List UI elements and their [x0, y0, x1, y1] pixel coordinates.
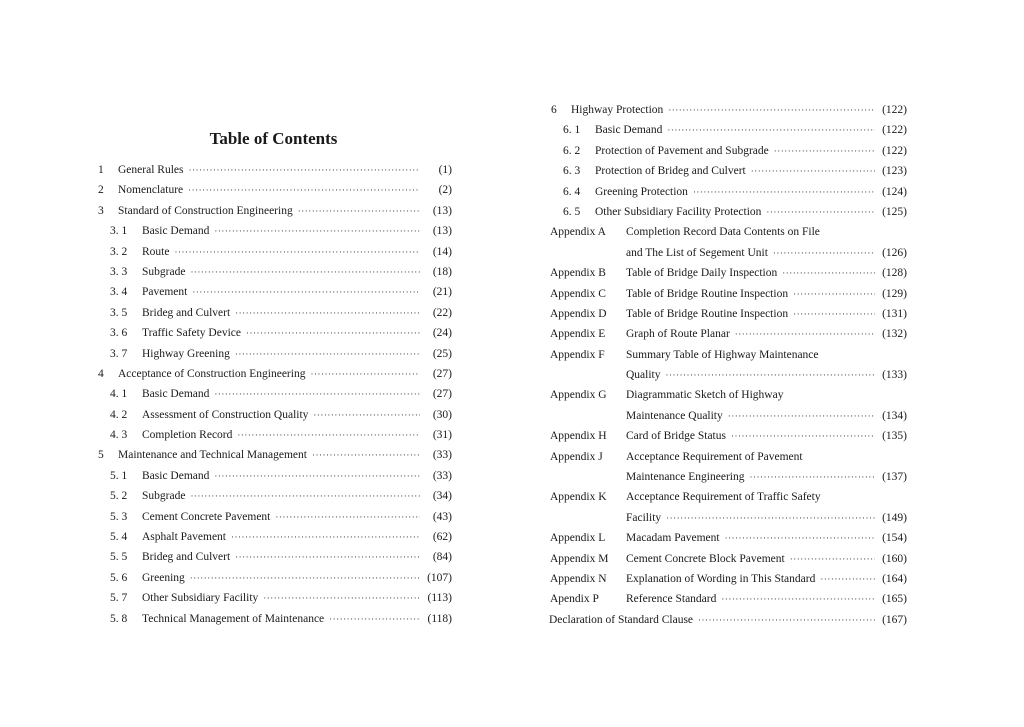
appendix-page: (135) — [882, 430, 907, 443]
toc-entry-page: (107) — [427, 571, 452, 584]
appendix-entry[interactable] — [548, 487, 907, 507]
dot-leader — [668, 100, 875, 120]
toc-entry-number: 5. 6 — [110, 571, 128, 584]
appendix-entry[interactable] — [548, 222, 907, 242]
toc-entry-title: Standard of Construction Engineering — [118, 204, 293, 217]
toc-entry-title: Basic Demand — [142, 225, 210, 238]
appendix-title: Cement Concrete Block Pavement — [626, 552, 785, 565]
appendix-page: (164) — [882, 572, 907, 585]
appendix-label: Appendix G — [550, 389, 607, 402]
appendix-entry[interactable] — [548, 426, 907, 446]
toc-entry-number: 2 — [98, 184, 104, 197]
toc-entry-number: 6. 4 — [563, 185, 581, 198]
toc-entry-number: 5. 1 — [110, 469, 128, 482]
dot-leader — [329, 609, 420, 629]
toc-entry[interactable] — [95, 282, 452, 302]
dot-leader — [793, 284, 875, 304]
toc-entry-title: Basic Demand — [595, 124, 663, 137]
appendix-page: (137) — [882, 471, 907, 484]
toc-entry-number: 3 — [98, 204, 104, 217]
dot-leader — [790, 549, 875, 569]
dot-leader — [174, 242, 420, 262]
toc-entry-page: (27) — [432, 367, 452, 380]
appendix-title: Completion Record Data Contents on File — [626, 226, 820, 239]
appendix-entry[interactable] — [548, 324, 907, 344]
toc-entry-number: 4. 2 — [110, 408, 128, 421]
dot-leader — [188, 180, 420, 200]
dot-leader — [312, 445, 420, 465]
toc-entry-page: (33) — [432, 449, 452, 462]
appendix-label: Appendix B — [550, 267, 606, 280]
appendix-title: Reference Standard — [626, 593, 717, 606]
toc-entry-page: (30) — [432, 408, 452, 421]
toc-entry-page: (13) — [432, 204, 452, 217]
toc-entry-number: 6. 5 — [563, 205, 581, 218]
toc-entry-page: (24) — [432, 327, 452, 340]
declaration-title: Declaration of Standard Clause — [549, 613, 694, 626]
toc-entry-title: Subgrade — [142, 265, 186, 278]
toc-entry-page: (25) — [432, 347, 452, 360]
dot-leader — [235, 303, 420, 323]
dot-leader — [793, 304, 875, 324]
appendix-title: Diagrammatic Sketch of Highway — [626, 389, 784, 402]
toc-list-left — [95, 160, 452, 629]
toc-entry-title: Greening Protection — [595, 185, 688, 198]
appendix-title: Summary Table of Highway Maintenance — [626, 348, 819, 361]
dot-leader — [666, 508, 875, 528]
toc-entry-title: Brideg and Culvert — [142, 306, 231, 319]
toc-entry-page: (122) — [882, 104, 907, 116]
appendix-title: and The List of Segement Unit — [626, 246, 768, 259]
toc-entry-page: (13) — [432, 225, 452, 238]
toc-entry[interactable] — [548, 161, 907, 181]
toc-entry-page: (1) — [438, 164, 452, 176]
toc-entry-number: 3. 7 — [110, 347, 128, 360]
toc-entry-number: 5. 8 — [110, 612, 128, 625]
toc-entry-title: Other Subsidiary Facility — [142, 592, 259, 605]
toc-entry[interactable] — [95, 609, 452, 629]
toc-entry[interactable] — [95, 160, 452, 180]
appendix-label: Appendix L — [550, 532, 606, 545]
dot-leader — [735, 324, 875, 344]
toc-entry-page: (125) — [882, 205, 907, 218]
toc-entry-number: 5. 5 — [110, 551, 128, 564]
dot-leader — [731, 426, 875, 446]
toc-entry-title: General Rules — [118, 164, 184, 176]
toc-entry-title: Basic Demand — [142, 469, 210, 482]
appendix-title: Facility — [626, 511, 662, 524]
toc-entry-number: 3. 2 — [110, 245, 128, 258]
dot-leader — [237, 425, 420, 445]
toc-list-right — [548, 100, 907, 630]
toc-entry-title: Highway Greening — [142, 347, 230, 360]
appendix-title: Maintenance Quality — [626, 409, 723, 422]
toc-entry[interactable] — [95, 405, 452, 425]
toc-entry[interactable] — [95, 547, 452, 567]
toc-entry-page: (18) — [432, 265, 452, 278]
appendix-label: Appendix C — [550, 287, 606, 300]
appendix-page: (160) — [882, 552, 907, 565]
toc-entry-page: (124) — [882, 185, 907, 198]
toc-entry-page: (118) — [427, 612, 452, 625]
declaration-page: (167) — [882, 613, 907, 626]
toc-entry[interactable] — [548, 202, 907, 222]
appendix-page: (165) — [882, 593, 907, 606]
toc-entry[interactable] — [95, 527, 452, 547]
dot-leader — [313, 405, 420, 425]
toc-entry-number: 4 — [98, 367, 104, 380]
appendix-title: Acceptance Requirement of Pavement — [626, 450, 803, 463]
toc-entry[interactable] — [548, 120, 907, 140]
appendix-label: Appendix A — [550, 226, 606, 239]
toc-entry-number: 4. 1 — [110, 388, 128, 401]
appendix-entry[interactable] — [548, 569, 907, 589]
toc-entry-number: 1 — [98, 164, 104, 176]
dot-leader — [190, 262, 420, 282]
appendix-entry[interactable] — [548, 385, 907, 405]
toc-entry-page: (84) — [432, 551, 452, 564]
toc-entry-title: Basic Demand — [142, 388, 210, 401]
appendix-page: (154) — [882, 532, 907, 545]
appendix-label: Appendix K — [550, 491, 607, 504]
toc-entry-number: 6. 1 — [563, 124, 581, 137]
toc-entry-page: (43) — [432, 510, 452, 523]
appendix-entry[interactable] — [548, 549, 907, 569]
toc-entry-number: 5. 3 — [110, 510, 128, 523]
dot-leader — [190, 486, 420, 506]
toc-entry[interactable] — [95, 568, 452, 588]
toc-entry-title: Traffic Safety Device — [142, 327, 241, 340]
toc-entry-number: 3. 4 — [110, 286, 128, 299]
dot-leader — [298, 201, 420, 221]
appendix-title: Card of Bridge Status — [626, 430, 726, 443]
dot-leader — [188, 160, 420, 180]
toc-entry-number: 3. 3 — [110, 265, 128, 278]
toc-entry-title: Completion Record — [142, 429, 233, 442]
appendix-title: Maintenance Engineering — [626, 471, 745, 484]
toc-entry-title: Asphalt Pavement — [142, 531, 226, 544]
dot-leader — [231, 527, 420, 547]
toc-entry-number: 4. 3 — [110, 429, 128, 442]
dot-leader — [774, 141, 875, 161]
dot-leader — [749, 467, 875, 487]
appendix-entry-continuation[interactable] — [548, 365, 907, 385]
appendix-entry[interactable] — [548, 304, 907, 324]
toc-entry-number: 6. 3 — [563, 165, 581, 178]
dot-leader — [235, 344, 420, 364]
appendix-title: Quality — [626, 369, 661, 382]
appendix-entry[interactable] — [548, 528, 907, 548]
appendix-title: Table of Bridge Routine Inspection — [626, 307, 789, 320]
toc-entry-title: Brideg and Culvert — [142, 551, 231, 564]
toc-entry-title: Acceptance of Construction Engineering — [118, 367, 306, 380]
toc-entry[interactable] — [95, 201, 452, 221]
dot-leader — [782, 263, 875, 283]
toc-entry-page: (31) — [432, 429, 452, 442]
dot-leader — [246, 323, 420, 343]
toc-entry[interactable] — [95, 180, 452, 200]
toc-entry-title: Highway Protection — [571, 104, 664, 116]
toc-entry-number: 5 — [98, 449, 104, 462]
toc-entry-page: (34) — [432, 490, 452, 503]
dot-leader — [310, 364, 420, 384]
appendix-title: Acceptance Requirement of Traffic Safety — [626, 491, 821, 504]
dot-leader — [698, 610, 875, 630]
appendix-entry[interactable] — [548, 284, 907, 304]
toc-entry[interactable] — [95, 262, 452, 282]
dot-leader — [725, 528, 875, 548]
appendix-label: Appendix H — [550, 430, 607, 443]
dot-leader — [235, 547, 420, 567]
appendix-page: (126) — [882, 246, 907, 259]
toc-entry[interactable] — [95, 303, 452, 323]
appendix-entry[interactable] — [548, 589, 907, 609]
dot-leader — [751, 161, 875, 181]
appendix-label: Apendix P — [550, 593, 599, 606]
toc-entry-title: Nomenclature — [118, 184, 184, 197]
appendix-entry-continuation[interactable] — [548, 467, 907, 487]
toc-entry[interactable] — [95, 364, 452, 384]
dot-leader — [766, 202, 875, 222]
toc-entry-page: (123) — [882, 165, 907, 178]
toc-entry[interactable] — [95, 486, 452, 506]
toc-entry-page: (21) — [432, 286, 452, 299]
dot-leader — [275, 507, 420, 527]
toc-entry-number: 3. 6 — [110, 327, 128, 340]
appendix-entry-continuation[interactable] — [548, 243, 907, 263]
toc-entry-title: Pavement — [142, 286, 188, 299]
toc-entry-page: (22) — [432, 306, 452, 319]
toc-entry-page: (122) — [882, 144, 907, 157]
toc-entry-title: Cement Concrete Pavement — [142, 510, 271, 523]
appendix-title: Macadam Pavement — [626, 532, 720, 545]
toc-entry[interactable] — [548, 141, 907, 161]
toc-entry[interactable] — [95, 445, 452, 465]
dot-leader — [728, 406, 875, 426]
toc-entry-page: (33) — [432, 469, 452, 482]
appendix-page: (131) — [882, 307, 907, 320]
appendix-entry-continuation[interactable] — [548, 508, 907, 528]
toc-entry[interactable] — [95, 384, 452, 404]
page-title: Table of Contents — [209, 129, 338, 149]
appendix-title: Graph of Route Planar — [626, 328, 730, 341]
appendix-label: Appendix M — [550, 552, 609, 565]
toc-entry-number: 3. 1 — [110, 225, 128, 238]
toc-entry-page: (14) — [432, 245, 452, 258]
toc-entry-title: Technical Management of Maintenance — [142, 612, 325, 625]
toc-entry[interactable] — [95, 323, 452, 343]
dot-leader — [693, 182, 875, 202]
appendix-entry[interactable] — [548, 345, 907, 365]
toc-entry[interactable] — [95, 588, 452, 608]
appendix-page: (149) — [882, 511, 907, 524]
toc-entry-title: Greening — [142, 571, 185, 584]
dot-leader — [667, 120, 875, 140]
dot-leader — [214, 384, 420, 404]
toc-entry-page: (62) — [432, 531, 452, 544]
toc-entry-title: Maintenance and Technical Management — [118, 449, 307, 462]
appendix-entry-continuation[interactable] — [548, 406, 907, 426]
appendix-title: Table of Bridge Routine Inspection — [626, 287, 789, 300]
dot-leader — [721, 589, 875, 609]
appendix-page: (133) — [882, 369, 907, 382]
toc-entry[interactable] — [95, 466, 452, 486]
toc-entry-number: 6 — [551, 104, 557, 116]
toc-entry-number: 3. 5 — [110, 306, 128, 319]
toc-entry-title: Protection of Brideg and Culvert — [595, 165, 746, 178]
dot-leader — [214, 466, 420, 486]
appendix-title: Explanation of Wording in This Standard — [626, 572, 816, 585]
toc-entry[interactable] — [95, 344, 452, 364]
toc-entry-title: Route — [142, 245, 170, 258]
toc-entry[interactable] — [548, 182, 907, 202]
dot-leader — [773, 243, 875, 263]
toc-entry-title: Protection of Pavement and Subgrade — [595, 144, 769, 157]
declaration-entry[interactable] — [548, 610, 907, 630]
toc-entry[interactable] — [95, 507, 452, 527]
dot-leader — [192, 282, 420, 302]
toc-entry-page: (27) — [432, 388, 452, 401]
toc-entry-title: Assessment of Construction Quality — [142, 408, 309, 421]
dot-leader — [666, 365, 876, 385]
toc-entry-number: 5. 2 — [110, 490, 128, 503]
toc-entry-number: 5. 7 — [110, 592, 128, 605]
dot-leader — [820, 569, 875, 589]
toc-entry[interactable] — [95, 242, 452, 262]
appendix-label: Appendix J — [550, 450, 603, 463]
toc-entry-page: (113) — [427, 592, 452, 605]
dot-leader — [190, 568, 420, 588]
appendix-label: Appendix N — [550, 572, 607, 585]
toc-entry-title: Other Subsidiary Facility Protection — [595, 205, 762, 218]
toc-entry[interactable] — [95, 425, 452, 445]
appendix-label: Appendix D — [550, 307, 607, 320]
toc-entry[interactable] — [548, 100, 907, 120]
toc-entry-page: (2) — [438, 184, 452, 197]
appendix-entry[interactable] — [548, 263, 907, 283]
toc-entry-title: Subgrade — [142, 490, 186, 503]
toc-entry-number: 6. 2 — [563, 144, 581, 157]
appendix-entry[interactable] — [548, 447, 907, 467]
appendix-page: (132) — [882, 328, 907, 341]
appendix-label: Appendix E — [550, 328, 606, 341]
appendix-title: Table of Bridge Daily Inspection — [626, 267, 778, 280]
dot-leader — [263, 588, 420, 608]
appendix-page: (129) — [882, 287, 907, 300]
toc-entry[interactable] — [95, 221, 452, 241]
appendix-page: (134) — [882, 409, 907, 422]
appendix-label: Appendix F — [550, 348, 605, 361]
dot-leader — [214, 221, 420, 241]
appendix-page: (128) — [882, 267, 907, 280]
toc-entry-number: 5. 4 — [110, 531, 128, 544]
toc-entry-page: (122) — [882, 124, 907, 137]
